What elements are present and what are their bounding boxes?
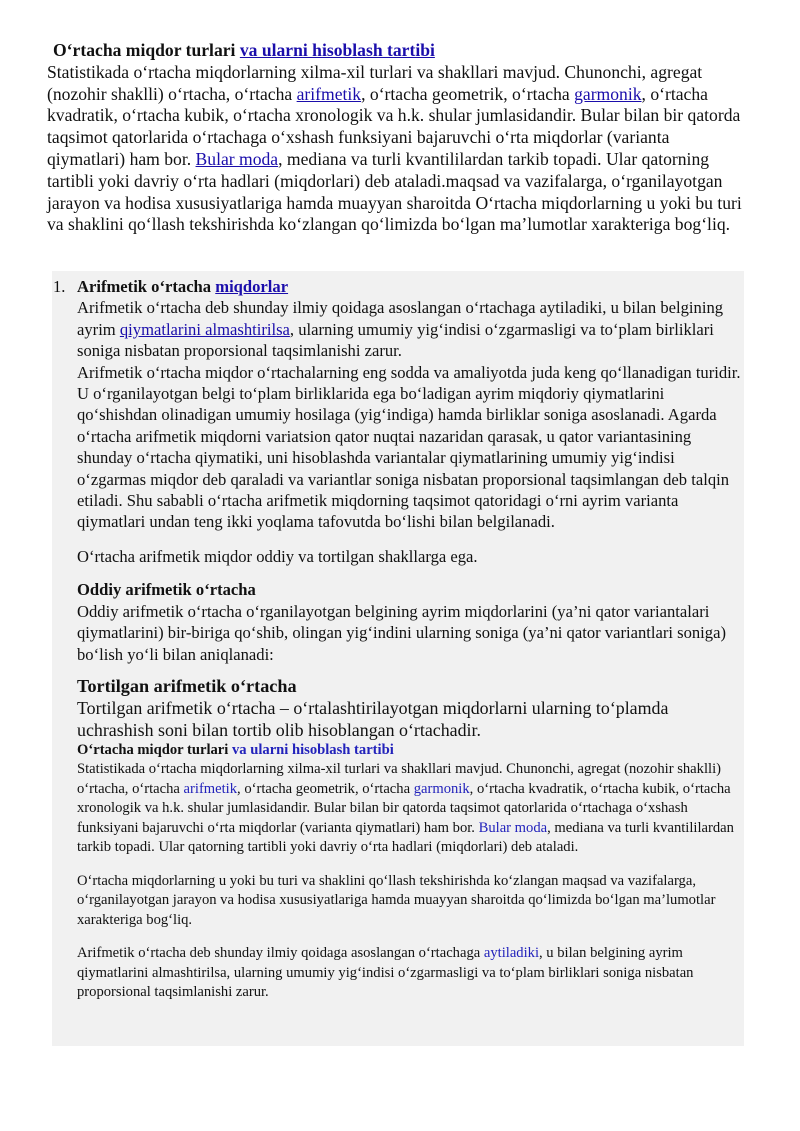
- intro-text-a: Statistikada o‘rtacha miqdorlarning xilma-xil turlari va shakllari mavjud. Chunonchi, agregat (nozohir shaklli) o‘rtacha, o‘rtacha: [47, 61, 703, 104]
- repeated-text-a: Statistikada o‘rtacha miqdorlarning xilma-xil turlari va shakllari mavjud. Chunonchi, agregat (nozohir shaklli) o‘rtacha, o‘rtacha: [77, 761, 721, 797]
- intro-title-link[interactable]: va ularni hisoblash tartibi: [239, 40, 435, 60]
- repeated-paragraph-2: O‘rtacha miqdorlarning u yoki bu turi va shaklini qo‘llash tekshirishda ko‘zlangan maqsad va vazifalarga, o‘rganilayotgan jarayon va hodisa xususiyatlariga hamda muayyan sharoitda qo‘limizda bo‘lgan ma’lumotlar xarakteriga bog‘liq.: [77, 872, 716, 928]
- repeated-text-f: , u bilan belgining ayrim qiymatlarini almashtirilsa, ularning umumiy yig‘indisi o‘zgarmasligi va to‘plam birliklari soniga nisbatan proporsional taqsimlanishi zarur.: [77, 945, 694, 1001]
- intro-text-d: , mediana va turli kvantililardan tarkib topadi. Ular qatorning tartibli yoki davriy o‘rta hadlari (miqdorlari) deb ataladi.maqsad va vazifalarga, o‘rganilayotgan jarayon va hodisa xususiyatlariga hamda muayyan sharoitda O‘rtacha miqdorlarning u yoki bu turi va shaklini qo‘llash tekshirishda ko‘zlangan qo‘limizda bo‘lgan ma’lumotlar xarakteriga bog‘liq.: [47, 148, 742, 235]
- forms-paragraph: O‘rtacha arifmetik miqdor oddiy va tortilgan shakllarga ega.: [77, 546, 478, 566]
- definition-text-a: Arifmetik o‘rtacha deb shunday ilmiy qoidaga asoslangan o‘rtachaga aytiladiki, u bilan belgining ayrim: [77, 298, 724, 339]
- description-paragraph: Arifmetik o‘rtacha miqdor o‘rtachalarning eng sodda va amaliyotda juda keng qo‘llanadigan turidir. U o‘rganilayotgan belgi to‘plam birliklarida ega bo‘ladigan ayrim miqdoriy qiymatlarini qo‘shishdan olinadigan umumiy hosilaga (yig‘indiga) hamda birliklar soniga asoslanadi. Agarda o‘rtacha arifmetik miqdorni variatsion qator nuqtai nazaridan qarasak, u qator variantasining shunday o‘rtacha qiymatiki, uni hisoblashda variantalar qiymatlarining umumiy yig‘indisi o‘zgarmas miqdor deb qaraladi va variantlar soniga nisbatan proporsional taqsimlangan deb talqin etiladi. Shu sababli o‘rtacha arifmetik miqdorning taqsimot qatoridagi o‘rni ayrim varianta qiymatlari undan teng ikki yoqlama tafovutda bo‘lishi bilan belgilanadi.: [77, 362, 741, 532]
- intro-title-text: O‘rtacha miqdor turlari: [53, 40, 240, 60]
- intro-text-c: , o‘rtacha kvadratik, o‘rtacha kubik, o‘rtacha xronologik va h.k. shular jumlasidandir. Bular bilan bir qatorda taqsimot qatorlarida o‘rtachaga o‘xshash funksiyani bajaruvchi o‘rta miqdorlar (varianta qiymatlari) ham bor.: [47, 83, 741, 169]
- repeated-link-moda[interactable]: Bular moda: [478, 819, 548, 836]
- section-body: [77, 276, 745, 1003]
- repeated-link-aytiladiki[interactable]: aytiladiki: [483, 945, 539, 962]
- section-heading-text: Arifmetik o‘rtacha: [77, 277, 216, 296]
- repeated-text-b: , o‘rtacha geometrik, o‘rtacha: [237, 780, 414, 797]
- tortilgan-heading: Tortilgan arifmetik o‘rtacha: [77, 675, 297, 696]
- repeated-text-e: Arifmetik o‘rtacha deb shunday ilmiy qoidaga asoslangan o‘rtachaga: [77, 945, 484, 962]
- list-number: 1.: [53, 277, 66, 296]
- section-heading: [77, 276, 745, 297]
- repeated-link-arifmetik[interactable]: arifmetik: [183, 780, 238, 797]
- repeated-text-c: , o‘rtacha kvadratik, o‘rtacha kubik, o‘rtacha xronologik va h.k. shular jumlasidandir. Bular bilan bir qatorda taqsimot qatorlarida o‘rtachaga o‘xshash funksiyani bajaruvchi o‘rta miqdorlar (varianta qiymatlari) ham bor.: [77, 780, 731, 836]
- repeated-block: [77, 741, 745, 1003]
- repeated-link-garmonik[interactable]: garmonik: [413, 780, 470, 797]
- intro-text-b: , o‘rtacha geometrik, o‘rtacha: [361, 83, 575, 104]
- intro-paragraph: [47, 62, 747, 236]
- oddiy-paragraph: Oddiy arifmetik o‘rtacha o‘rganilayotgan belgining ayrim miqdorlarini (ya’ni qator variantalari qiymatlarini) bir-biriga qo‘shib, olingan yig‘indini ularning soniga (ya’ni qator variantlari soniga) bo‘lish yo‘li bilan aniqlanadi:: [77, 601, 726, 664]
- repeated-text-d: , mediana va turli kvantililardan tarkib topadi. Ular qatorning tartibli yoki davriy o‘rta hadlari (miqdorlari) deb ataladi.: [77, 819, 734, 856]
- intro-block: [47, 40, 747, 236]
- intro-title: [47, 40, 747, 62]
- tortilgan-paragraph: Tortilgan arifmetik o‘rtacha – o‘rtalashtirilayotgan miqdorlarni ularning to‘plamda uchrashish soni bilan tortib olib hisoblangan o‘rtachadir.: [77, 697, 669, 740]
- tortilgan-block: [77, 675, 745, 741]
- repeated-title: [77, 741, 745, 761]
- oddiy-heading: Oddiy arifmetik o‘rtacha: [77, 580, 256, 600]
- link-qiymatlarini[interactable]: qiymatlarini almashtirilsa: [119, 319, 290, 339]
- link-garmonik[interactable]: garmonik: [574, 83, 642, 104]
- definition-paragraph: [77, 297, 745, 361]
- repeated-title-text: O‘rtacha miqdor turlari: [77, 741, 232, 758]
- repeated-paragraph-3: [77, 944, 745, 1003]
- definition-text-b: , ularning umumiy yig‘indisi o‘zgarmasligi va to‘plam birliklari soniga nisbatan proporsional taqsimlanishi zarur.: [77, 319, 714, 361]
- repeated-title-link[interactable]: va ularni hisoblash tartibi: [231, 741, 394, 758]
- link-arifmetik[interactable]: arifmetik: [296, 83, 362, 104]
- repeated-paragraph-1: [77, 760, 745, 858]
- link-miqdorlar[interactable]: miqdorlar: [215, 277, 289, 296]
- link-bular-moda[interactable]: Bular moda: [195, 148, 279, 169]
